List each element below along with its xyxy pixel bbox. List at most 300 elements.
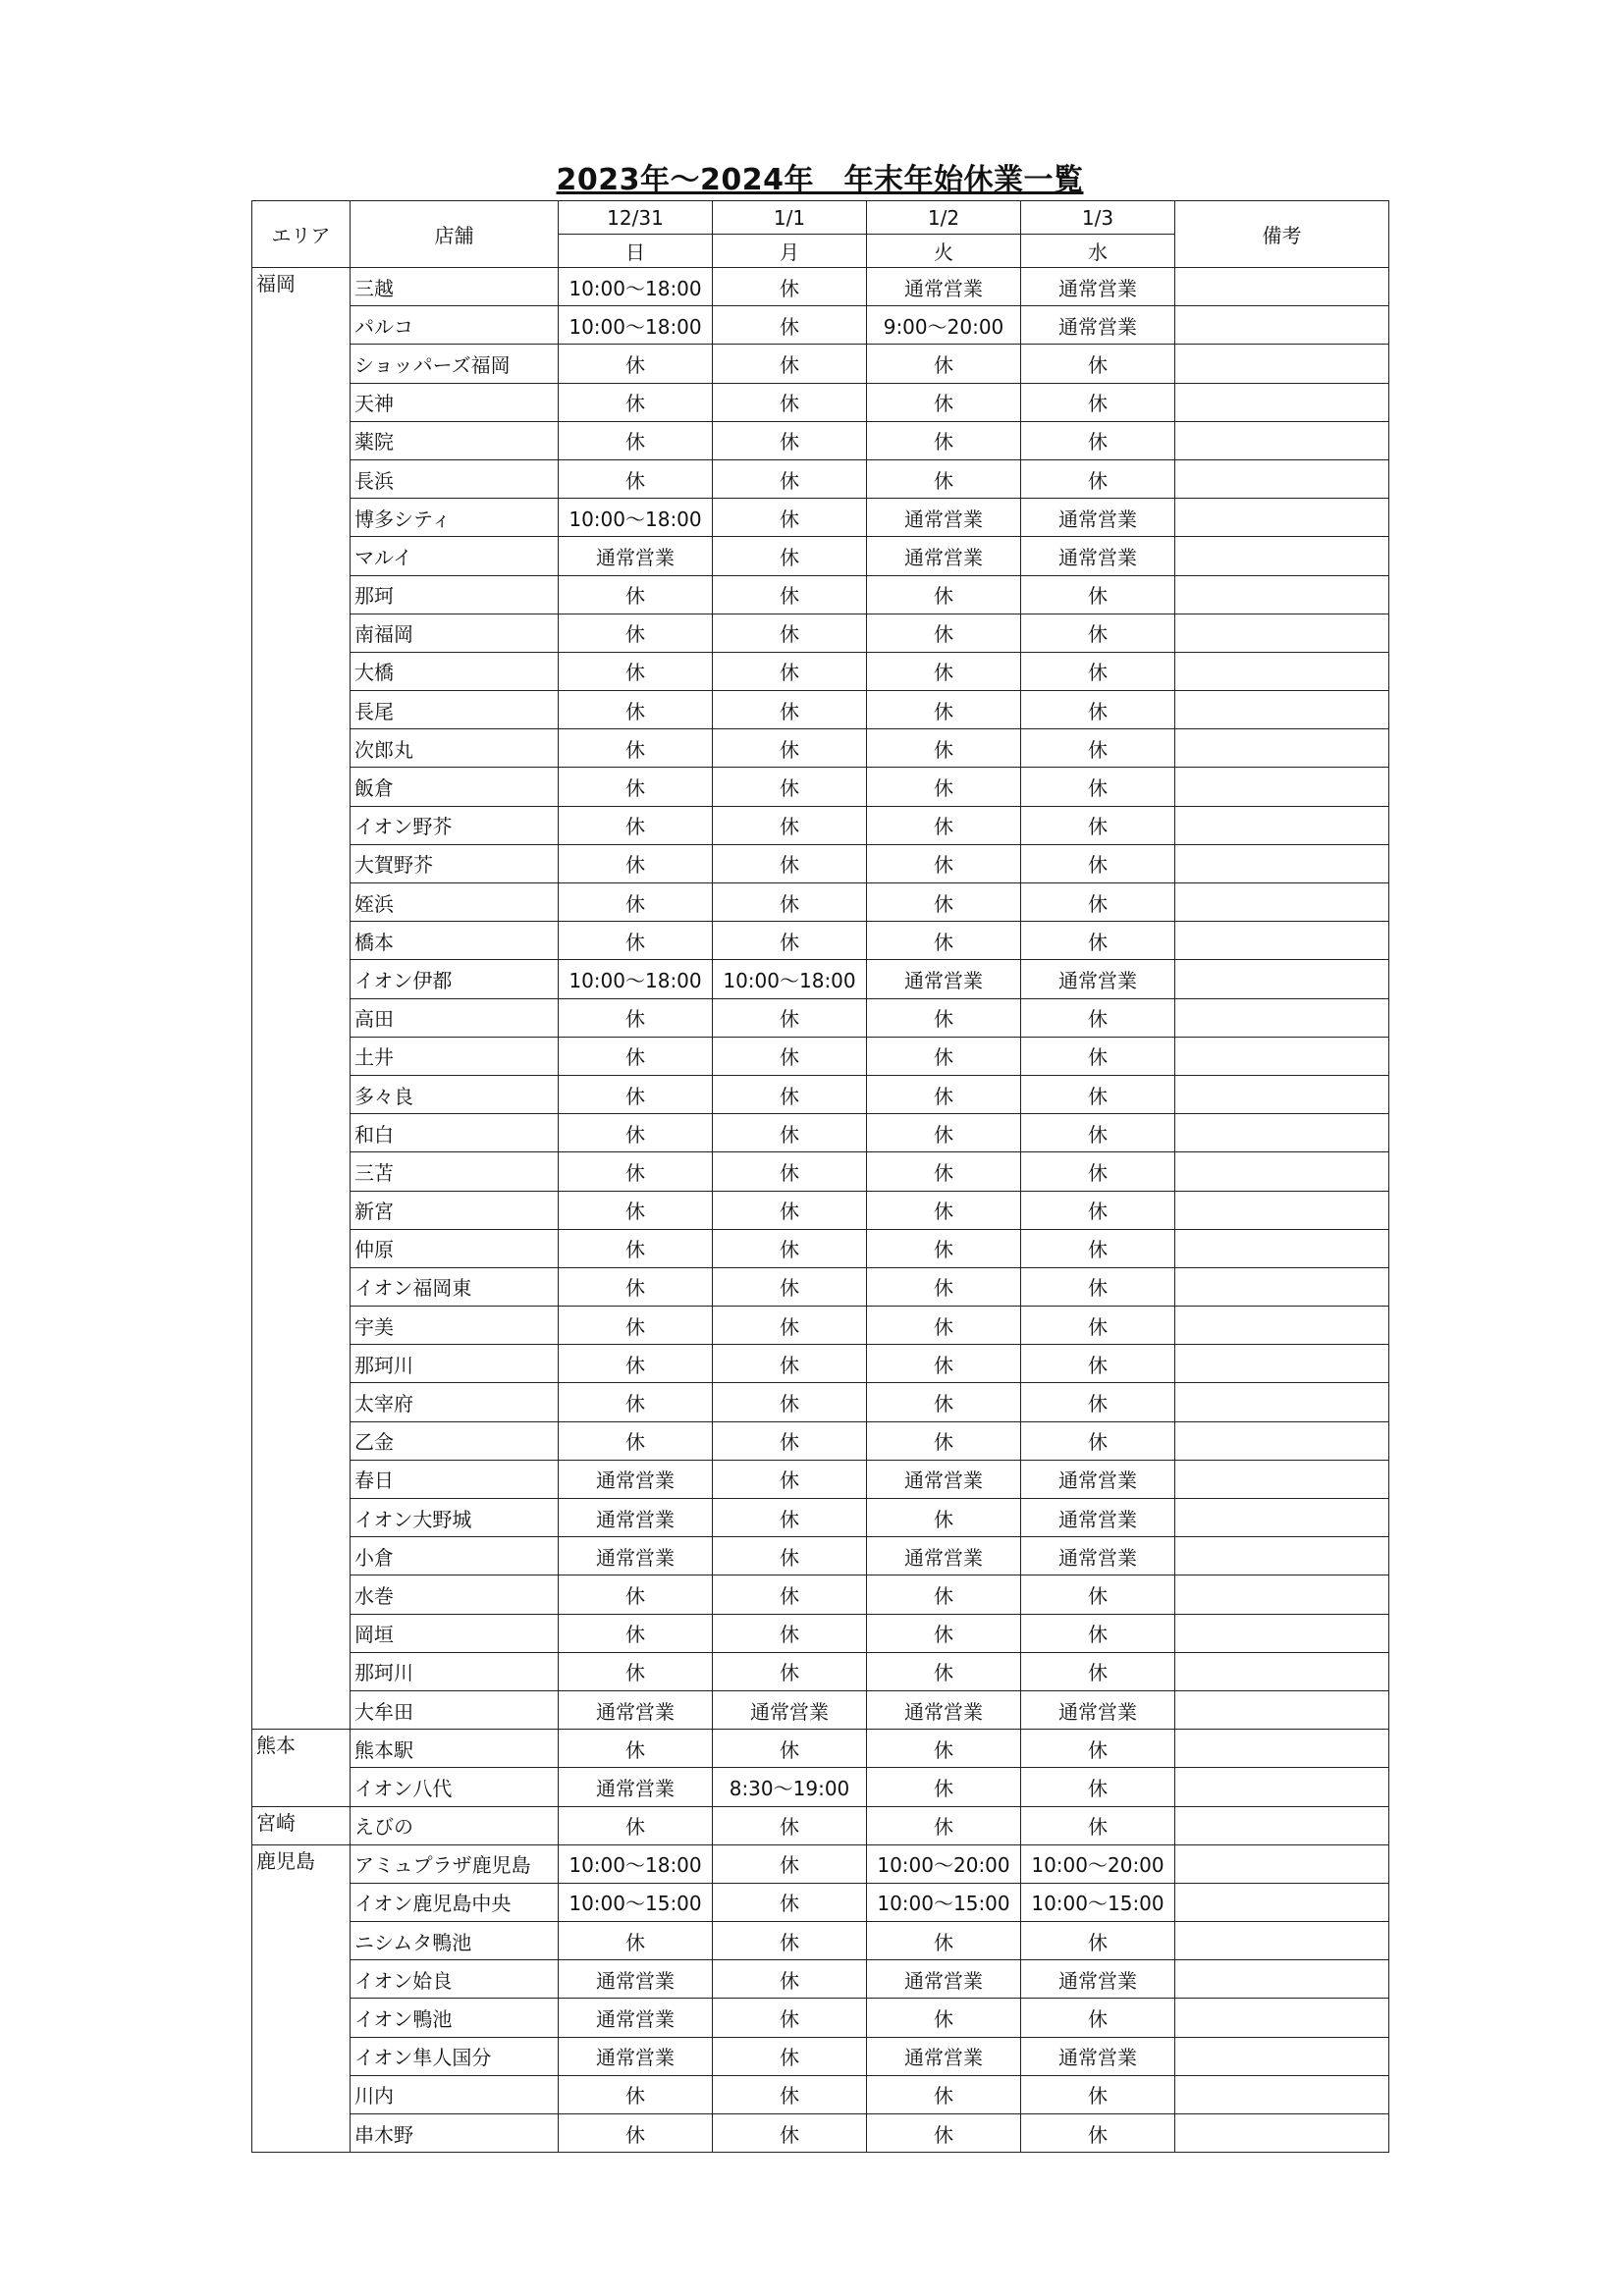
note-cell <box>1175 345 1389 383</box>
status-cell: 10:00～18:00 <box>713 960 867 998</box>
table-row <box>252 729 1389 768</box>
status-cell: 通常営業 <box>1021 268 1175 306</box>
store-cell: イオン大野城 <box>351 1499 559 1537</box>
table-row <box>252 1999 1389 2037</box>
status-cell: 休 <box>713 383 867 421</box>
status-cell: 休 <box>713 1037 867 1075</box>
status-cell: 休 <box>1021 575 1175 614</box>
note-cell <box>1175 1537 1389 1575</box>
store-cell: 三越 <box>351 268 559 306</box>
status-cell: 休 <box>1021 614 1175 652</box>
status-cell: 休 <box>713 768 867 806</box>
status-cell: 通常営業 <box>1021 1499 1175 1537</box>
status-cell: 休 <box>559 883 713 922</box>
status-cell: 休 <box>559 421 713 459</box>
table-row <box>252 1345 1389 1383</box>
status-cell: 休 <box>559 1614 713 1652</box>
note-cell <box>1175 691 1389 729</box>
note-cell <box>1175 1960 1389 1999</box>
header-weekday: 月 <box>713 235 867 268</box>
status-cell: 休 <box>559 2114 713 2153</box>
store-cell: 熊本駅 <box>351 1730 559 1768</box>
table-row <box>252 383 1389 421</box>
store-cell: アミュプラザ鹿児島 <box>351 1844 559 1883</box>
status-cell: 休 <box>1021 1114 1175 1152</box>
status-cell: 休 <box>1021 459 1175 498</box>
note-cell <box>1175 1383 1389 1421</box>
note-cell <box>1175 998 1389 1037</box>
store-cell: 次郎丸 <box>351 729 559 768</box>
table-row <box>252 1267 1389 1306</box>
status-cell: 休 <box>1021 1768 1175 1806</box>
store-cell: 天神 <box>351 383 559 421</box>
status-cell: 通常営業 <box>867 537 1021 575</box>
status-cell: 休 <box>1021 768 1175 806</box>
status-cell: 休 <box>713 537 867 575</box>
table-row <box>252 614 1389 652</box>
status-cell: 10:00～15:00 <box>1021 1883 1175 1921</box>
status-cell: 8:30～19:00 <box>713 1768 867 1806</box>
status-cell: 休 <box>1021 1191 1175 1229</box>
status-cell: 休 <box>1021 1152 1175 1191</box>
status-cell: 通常営業 <box>559 2037 713 2075</box>
table-row <box>252 998 1389 1037</box>
table-row <box>252 345 1389 383</box>
status-cell: 休 <box>713 575 867 614</box>
status-cell: 休 <box>867 883 1021 922</box>
status-cell: 休 <box>713 1460 867 1498</box>
note-cell <box>1175 537 1389 575</box>
note-cell <box>1175 614 1389 652</box>
status-cell: 休 <box>713 1806 867 1844</box>
table-row <box>252 1883 1389 1921</box>
table-row <box>252 1383 1389 1421</box>
note-cell <box>1175 729 1389 768</box>
table-row <box>252 575 1389 614</box>
status-cell: 休 <box>559 1806 713 1844</box>
status-cell: 休 <box>867 1152 1021 1191</box>
note-cell <box>1175 1114 1389 1152</box>
header-area: エリア <box>252 201 351 268</box>
status-cell: 休 <box>867 1229 1021 1267</box>
status-cell: 休 <box>867 1037 1021 1075</box>
status-cell: 休 <box>867 1575 1021 1614</box>
status-cell: 休 <box>713 459 867 498</box>
note-cell <box>1175 1883 1389 1921</box>
status-cell: 休 <box>713 1499 867 1537</box>
store-cell: 大橋 <box>351 652 559 690</box>
status-cell: 休 <box>1021 1999 1175 2037</box>
status-cell: 休 <box>713 998 867 1037</box>
table-row <box>252 1307 1389 1345</box>
status-cell: 休 <box>713 1999 867 2037</box>
store-cell: 土井 <box>351 1037 559 1075</box>
status-cell: 10:00～20:00 <box>1021 1844 1175 1883</box>
note-cell <box>1175 1037 1389 1075</box>
status-cell: 10:00～18:00 <box>559 268 713 306</box>
table-row <box>252 1537 1389 1575</box>
status-cell: 通常営業 <box>867 2037 1021 2075</box>
table-row <box>252 1075 1389 1113</box>
store-cell: 大賀野芥 <box>351 844 559 882</box>
note-cell <box>1175 1652 1389 1690</box>
status-cell: 9:00～20:00 <box>867 306 1021 345</box>
status-cell: 休 <box>713 345 867 383</box>
status-cell: 休 <box>867 1267 1021 1306</box>
header-store: 店舗 <box>351 201 559 268</box>
store-cell: ニシムタ鴨池 <box>351 1922 559 1960</box>
status-cell: 休 <box>713 614 867 652</box>
table-row <box>252 1037 1389 1075</box>
status-cell: 休 <box>713 1922 867 1960</box>
status-cell: 休 <box>559 844 713 882</box>
status-cell: 休 <box>713 1421 867 1460</box>
store-cell: 新宮 <box>351 1191 559 1229</box>
note-cell <box>1175 383 1389 421</box>
table-row <box>252 844 1389 882</box>
status-cell: 休 <box>1021 1345 1175 1383</box>
status-cell: 10:00～15:00 <box>867 1883 1021 1921</box>
status-cell: 通常営業 <box>559 1537 713 1575</box>
store-cell: 博多シティ <box>351 499 559 537</box>
status-cell: 休 <box>713 1345 867 1383</box>
status-cell: 休 <box>1021 2075 1175 2113</box>
note-cell <box>1175 1229 1389 1267</box>
status-cell: 休 <box>559 1730 713 1768</box>
status-cell: 休 <box>867 806 1021 844</box>
header-note: 備考 <box>1175 201 1389 268</box>
store-cell: 薬院 <box>351 421 559 459</box>
status-cell: 休 <box>1021 1614 1175 1652</box>
status-cell: 通常営業 <box>867 1537 1021 1575</box>
store-cell: 川内 <box>351 2075 559 2113</box>
table-row <box>252 691 1389 729</box>
table-row <box>252 268 1389 306</box>
status-cell: 通常営業 <box>867 268 1021 306</box>
store-cell: 那珂川 <box>351 1345 559 1383</box>
status-cell: 休 <box>559 614 713 652</box>
status-cell: 休 <box>713 1730 867 1768</box>
status-cell: 通常営業 <box>1021 499 1175 537</box>
status-cell: 休 <box>559 2075 713 2113</box>
status-cell: 休 <box>713 1614 867 1652</box>
table-row <box>252 537 1389 575</box>
status-cell: 休 <box>713 729 867 768</box>
store-cell: 小倉 <box>351 1537 559 1575</box>
table-row <box>252 960 1389 998</box>
status-cell: 休 <box>867 575 1021 614</box>
table-row <box>252 1730 1389 1768</box>
store-cell: イオン隼人国分 <box>351 2037 559 2075</box>
note-cell <box>1175 1999 1389 2037</box>
table-row <box>252 1575 1389 1614</box>
status-cell: 休 <box>1021 844 1175 882</box>
status-cell: 休 <box>559 1229 713 1267</box>
status-cell: 休 <box>559 1114 713 1152</box>
status-cell: 休 <box>713 499 867 537</box>
status-cell: 休 <box>1021 345 1175 383</box>
status-cell: 休 <box>559 1075 713 1113</box>
status-cell: 通常営業 <box>1021 2037 1175 2075</box>
status-cell: 通常営業 <box>559 1499 713 1537</box>
status-cell: 休 <box>559 922 713 960</box>
store-cell: 宇美 <box>351 1307 559 1345</box>
status-cell: 通常営業 <box>867 960 1021 998</box>
status-cell: 休 <box>559 1267 713 1306</box>
status-cell: 休 <box>559 1922 713 1960</box>
note-cell <box>1175 883 1389 922</box>
status-cell: 休 <box>867 1922 1021 1960</box>
table-row <box>252 652 1389 690</box>
area-cell: 福岡 <box>252 268 351 1730</box>
status-cell: 休 <box>713 1383 867 1421</box>
status-cell: 休 <box>867 768 1021 806</box>
status-cell: 休 <box>1021 1421 1175 1460</box>
status-cell: 休 <box>559 1152 713 1191</box>
store-cell: 那珂 <box>351 575 559 614</box>
table-row <box>252 1499 1389 1537</box>
note-cell <box>1175 922 1389 960</box>
status-cell: 休 <box>1021 806 1175 844</box>
status-cell: 休 <box>559 1307 713 1345</box>
store-cell: イオン伊都 <box>351 960 559 998</box>
status-cell: 休 <box>713 268 867 306</box>
table-row <box>252 1806 1389 1844</box>
table-row <box>252 1152 1389 1191</box>
status-cell: 通常営業 <box>559 1690 713 1729</box>
status-cell: 休 <box>867 1345 1021 1383</box>
table-body <box>252 268 1389 2153</box>
status-cell: 休 <box>867 1191 1021 1229</box>
status-cell: 通常営業 <box>1021 1460 1175 1498</box>
status-cell: 休 <box>713 652 867 690</box>
status-cell: 休 <box>559 575 713 614</box>
table-row <box>252 1114 1389 1152</box>
note-cell <box>1175 1806 1389 1844</box>
status-cell: 休 <box>1021 1267 1175 1306</box>
table-row <box>252 922 1389 960</box>
status-cell: 休 <box>713 1652 867 1690</box>
note-cell <box>1175 421 1389 459</box>
store-cell: イオン鹿児島中央 <box>351 1883 559 1921</box>
note-cell <box>1175 1267 1389 1306</box>
status-cell: 通常営業 <box>1021 960 1175 998</box>
status-cell: 通常営業 <box>559 537 713 575</box>
status-cell: 休 <box>559 768 713 806</box>
status-cell: 休 <box>713 1883 867 1921</box>
status-cell: 休 <box>867 2075 1021 2113</box>
store-cell: 飯倉 <box>351 768 559 806</box>
table-row <box>252 1844 1389 1883</box>
status-cell: 休 <box>867 1768 1021 1806</box>
note-cell <box>1175 1307 1389 1345</box>
status-cell: 10:00～15:00 <box>559 1883 713 1921</box>
table-row <box>252 1460 1389 1498</box>
table-row <box>252 1652 1389 1690</box>
note-cell <box>1175 2075 1389 2113</box>
note-cell <box>1175 1075 1389 1113</box>
store-cell: 大牟田 <box>351 1690 559 1729</box>
status-cell: 休 <box>713 1307 867 1345</box>
status-cell: 休 <box>1021 883 1175 922</box>
status-cell: 10:00～18:00 <box>559 1844 713 1883</box>
status-cell: 休 <box>713 1267 867 1306</box>
status-cell: 休 <box>867 345 1021 383</box>
status-cell: 通常営業 <box>867 1460 1021 1498</box>
note-cell <box>1175 1844 1389 1883</box>
status-cell: 休 <box>713 2037 867 2075</box>
status-cell: 休 <box>1021 1575 1175 1614</box>
table-row <box>252 1614 1389 1652</box>
status-cell: 通常営業 <box>559 1768 713 1806</box>
status-cell: 休 <box>713 922 867 960</box>
status-cell: 通常営業 <box>559 1999 713 2037</box>
status-cell: 休 <box>1021 1383 1175 1421</box>
status-cell: 休 <box>867 421 1021 459</box>
status-cell: 休 <box>1021 1075 1175 1113</box>
note-cell <box>1175 806 1389 844</box>
store-cell: 那珂川 <box>351 1652 559 1690</box>
note-cell <box>1175 1690 1389 1729</box>
status-cell: 通常営業 <box>1021 537 1175 575</box>
status-cell: 休 <box>867 1421 1021 1460</box>
note-cell <box>1175 575 1389 614</box>
status-cell: 休 <box>867 729 1021 768</box>
store-cell: えびの <box>351 1806 559 1844</box>
note-cell <box>1175 1152 1389 1191</box>
store-cell: 長尾 <box>351 691 559 729</box>
status-cell: 休 <box>867 2114 1021 2153</box>
table-row <box>252 459 1389 498</box>
table-row <box>252 1229 1389 1267</box>
status-cell: 休 <box>1021 1037 1175 1075</box>
status-cell: 休 <box>867 459 1021 498</box>
table-row <box>252 1768 1389 1806</box>
status-cell: 休 <box>559 1345 713 1383</box>
store-cell: 仲原 <box>351 1229 559 1267</box>
status-cell: 休 <box>713 1075 867 1113</box>
status-cell: 10:00～18:00 <box>559 306 713 345</box>
status-cell: 休 <box>559 691 713 729</box>
status-cell: 休 <box>713 421 867 459</box>
header-weekday: 日 <box>559 235 713 268</box>
status-cell: 休 <box>713 1114 867 1152</box>
store-cell: 多々良 <box>351 1075 559 1113</box>
store-cell: イオン福岡東 <box>351 1267 559 1306</box>
status-cell: 休 <box>867 1114 1021 1152</box>
table-row <box>252 768 1389 806</box>
status-cell: 休 <box>1021 1652 1175 1690</box>
store-cell: 乙金 <box>351 1421 559 1460</box>
status-cell: 休 <box>713 1960 867 1999</box>
note-cell <box>1175 960 1389 998</box>
status-cell: 休 <box>867 1499 1021 1537</box>
note-cell <box>1175 499 1389 537</box>
area-cell: 鹿児島 <box>252 1844 351 2153</box>
header-date: 1/3 <box>1021 201 1175 235</box>
area-cell: 熊本 <box>252 1730 351 1806</box>
status-cell: 休 <box>713 691 867 729</box>
status-cell: 10:00～18:00 <box>559 499 713 537</box>
table-row <box>252 2037 1389 2075</box>
status-cell: 休 <box>713 2114 867 2153</box>
store-cell: 岡垣 <box>351 1614 559 1652</box>
status-cell: 休 <box>867 1652 1021 1690</box>
status-cell: 休 <box>559 383 713 421</box>
note-cell <box>1175 1614 1389 1652</box>
store-cell: イオン野芥 <box>351 806 559 844</box>
status-cell: 休 <box>867 1614 1021 1652</box>
table-row <box>252 2075 1389 2113</box>
store-cell: 水巻 <box>351 1575 559 1614</box>
store-cell: イオン八代 <box>351 1768 559 1806</box>
note-cell <box>1175 2114 1389 2153</box>
store-cell: 高田 <box>351 998 559 1037</box>
status-cell: 休 <box>1021 998 1175 1037</box>
note-cell <box>1175 844 1389 882</box>
status-cell: 休 <box>867 1999 1021 2037</box>
store-cell: 姪浜 <box>351 883 559 922</box>
store-cell: 三苫 <box>351 1152 559 1191</box>
status-cell: 休 <box>713 1191 867 1229</box>
status-cell: 休 <box>559 1383 713 1421</box>
status-cell: 休 <box>713 844 867 882</box>
store-cell: 橋本 <box>351 922 559 960</box>
status-cell: 休 <box>559 1191 713 1229</box>
status-cell: 休 <box>1021 729 1175 768</box>
status-cell: 休 <box>713 1229 867 1267</box>
note-cell <box>1175 1499 1389 1537</box>
header-weekday: 火 <box>867 235 1021 268</box>
status-cell: 休 <box>559 459 713 498</box>
status-cell: 休 <box>559 1652 713 1690</box>
status-cell: 休 <box>559 729 713 768</box>
status-cell: 休 <box>1021 1730 1175 1768</box>
table-row <box>252 806 1389 844</box>
store-cell: 南福岡 <box>351 614 559 652</box>
table-row <box>252 1690 1389 1729</box>
status-cell: 休 <box>559 652 713 690</box>
note-cell <box>1175 1191 1389 1229</box>
status-cell: 休 <box>867 1730 1021 1768</box>
status-cell: 休 <box>1021 691 1175 729</box>
status-cell: 休 <box>1021 1229 1175 1267</box>
status-cell: 休 <box>867 383 1021 421</box>
status-cell: 休 <box>867 1075 1021 1113</box>
status-cell: 休 <box>867 1383 1021 1421</box>
status-cell: 休 <box>1021 1307 1175 1345</box>
status-cell: 通常営業 <box>867 1690 1021 1729</box>
status-cell: 休 <box>867 652 1021 690</box>
status-cell: 通常営業 <box>1021 1537 1175 1575</box>
status-cell: 休 <box>713 1152 867 1191</box>
status-cell: 休 <box>867 922 1021 960</box>
status-cell: 休 <box>559 998 713 1037</box>
store-cell: イオン鴨池 <box>351 1999 559 2037</box>
store-cell: マルイ <box>351 537 559 575</box>
area-cell: 宮崎 <box>252 1806 351 1844</box>
header-date: 1/2 <box>867 201 1021 235</box>
status-cell: 休 <box>1021 1922 1175 1960</box>
status-cell: 通常営業 <box>559 1460 713 1498</box>
header-date: 12/31 <box>559 201 713 235</box>
status-cell: 休 <box>867 1307 1021 1345</box>
page-title: 2023年～2024年 年末年始休業一覧 <box>556 163 1084 197</box>
note-cell <box>1175 1460 1389 1498</box>
status-cell: 休 <box>713 806 867 844</box>
status-cell: 通常営業 <box>867 1960 1021 1999</box>
status-cell: 休 <box>1021 1806 1175 1844</box>
